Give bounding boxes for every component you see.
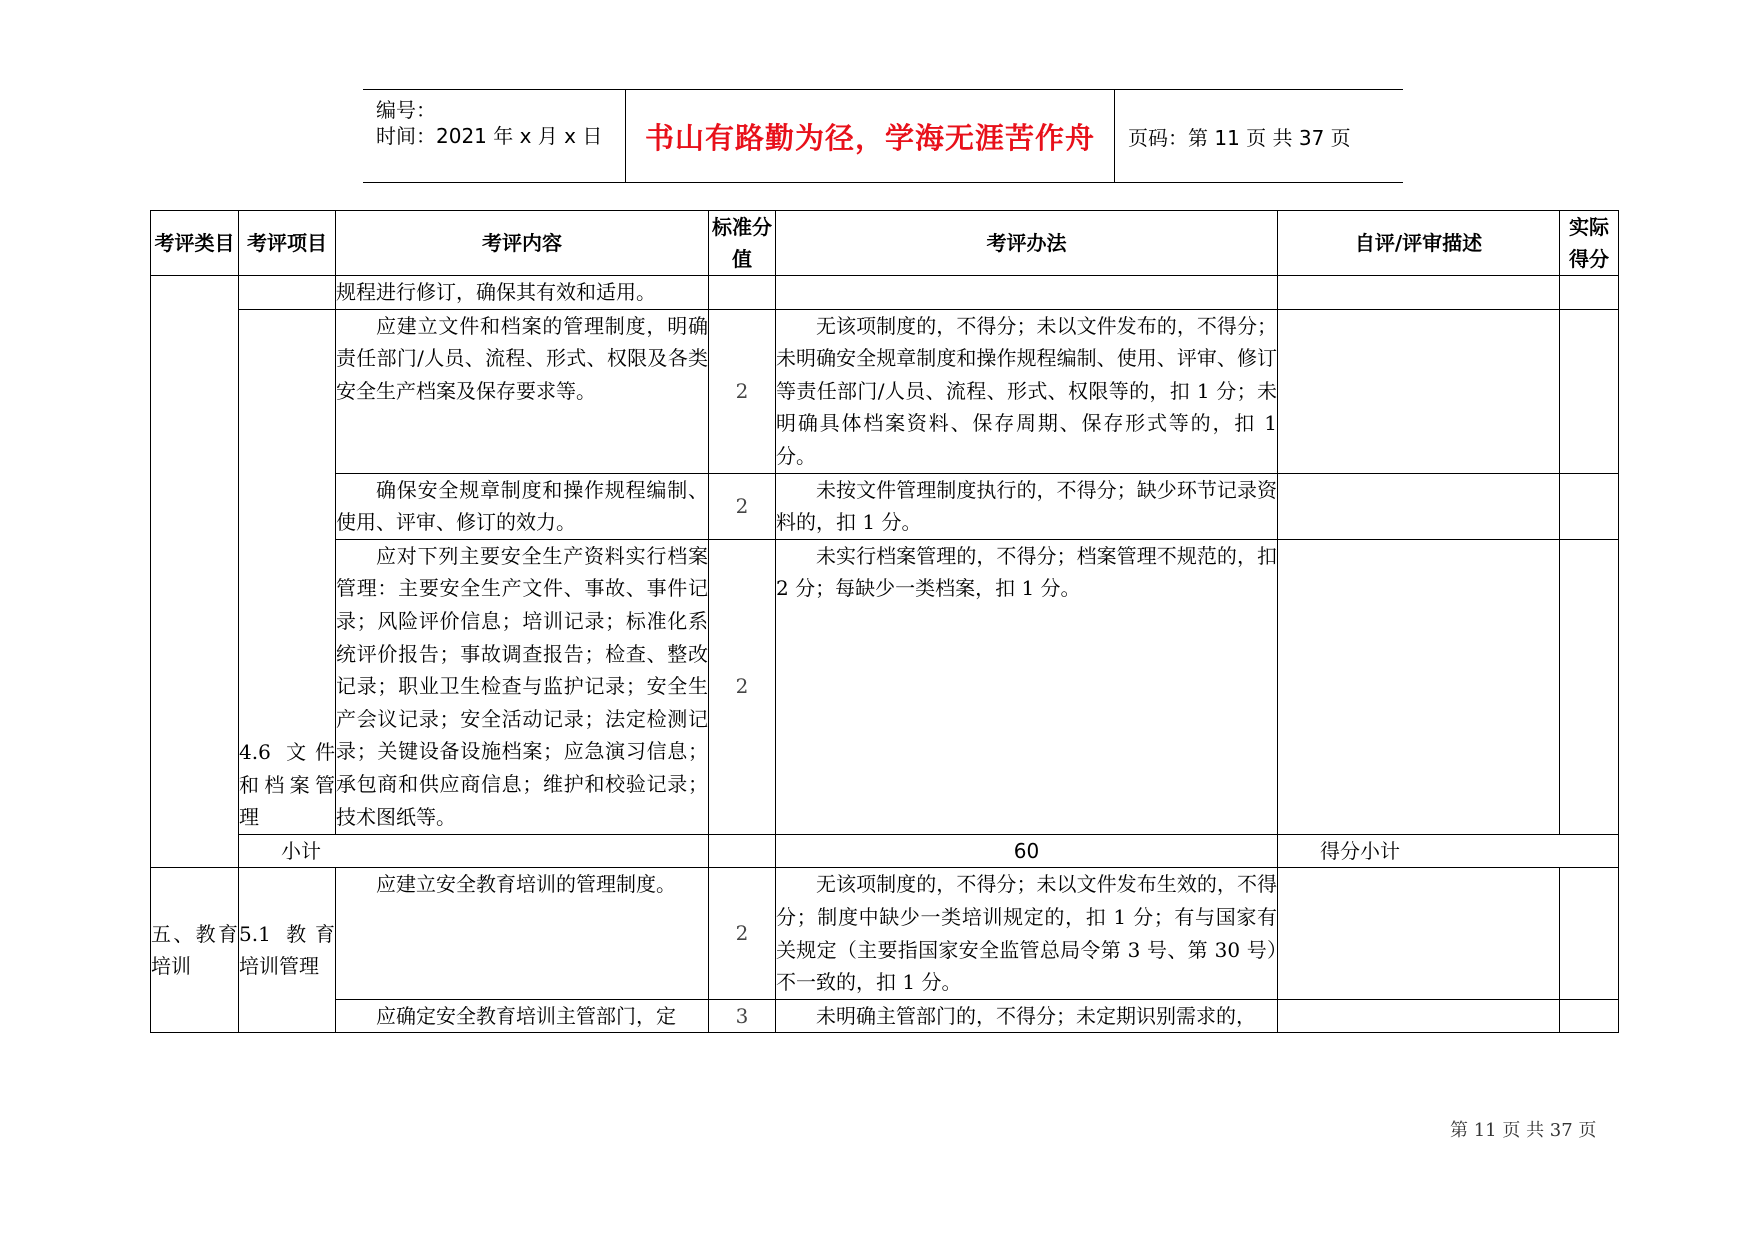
page-header [363,89,1403,183]
header-page-cell [1115,90,1403,182]
document-time: 时间：2021 年 x 月 x 日 [376,124,603,148]
header-info-cell [363,90,626,182]
score-cell: 2 [709,868,776,999]
subtotal-content-empty [709,834,776,868]
document-number: 编号： [376,98,436,122]
self-eval-cell[interactable] [1278,473,1560,539]
header-motto-cell [626,90,1115,182]
self-eval-cell[interactable] [1278,999,1560,1033]
content-cell: 应对下列主要安全生产资料实行档案管理：主要安全生产文件、事故、事件记录；风险评价信息；培训记录；标准化系统评价报告；事故调查报告；检查、整改记录；职业卫生检查与监护记录；安全生产会议记录；安全活动记录；法定检测记录；关键设备设施档案；应急演习信息；承包商和供应商信息；维护和校验记录；技术图纸等。 [336,539,709,834]
subtotal-label: 小计 [239,834,709,868]
self-eval-cell[interactable] [1278,309,1560,473]
subtotal-method: 得分小计 [1278,834,1619,868]
item-cell: 5.1 教育培训管理 [239,868,336,1033]
content-cell: 应建立安全教育培训的管理制度。 [336,868,709,999]
table-header-row [151,211,1619,276]
content-cell: 应确定安全教育培训主管部门，定 [336,999,709,1033]
page-footer: 第 11 页 共 37 页 [1450,1120,1597,1141]
table-row [151,539,1619,834]
col-header-actual: 实际得分 [1560,211,1619,276]
evaluation-table [150,210,1619,1033]
self-eval-cell[interactable] [1278,276,1560,310]
col-header-content: 考评内容 [336,211,709,276]
col-header-self-eval: 自评/评审描述 [1278,211,1560,276]
table-row [151,473,1619,539]
score-cell: 2 [709,473,776,539]
subtotal-score: 60 [776,834,1278,868]
actual-score-cell[interactable] [1560,473,1619,539]
col-header-item: 考评项目 [239,211,336,276]
table-row [151,276,1619,310]
col-header-score: 标准分值 [709,211,776,276]
page-number: 页码：第 11 页 共 37 页 [1128,125,1351,150]
method-cell: 未实行档案管理的，不得分；档案管理不规范的，扣 2 分；每缺少一类档案，扣 1 分。 [776,539,1278,834]
method-cell [776,276,1278,310]
category-cell-empty [151,276,239,868]
motto: 书山有路勤为径，学海无涯苦作舟 [644,120,1095,155]
method-cell: 未按文件管理制度执行的，不得分；缺少环节记录资料的，扣 1 分。 [776,473,1278,539]
actual-score-cell[interactable] [1560,868,1619,999]
content-cell: 确保安全规章制度和操作规程编制、使用、评审、修订的效力。 [336,473,709,539]
actual-score-cell[interactable] [1560,999,1619,1033]
col-header-category: 考评类目 [151,211,239,276]
actual-score-cell[interactable] [1560,309,1619,473]
actual-score-cell[interactable] [1560,276,1619,310]
content-cell: 规程进行修订，确保其有效和适用。 [336,276,709,310]
actual-score-cell[interactable] [1560,539,1619,834]
col-header-method: 考评办法 [776,211,1278,276]
table-row [151,999,1619,1033]
content-cell: 应建立文件和档案的管理制度，明确责任部门/人员、流程、形式、权限及各类安全生产档案及保存要求等。 [336,309,709,473]
score-cell: 2 [709,539,776,834]
self-eval-cell[interactable] [1278,539,1560,834]
category-cell: 五、教育培训 [151,868,239,1033]
score-cell: 3 [709,999,776,1033]
table-row [151,309,1619,473]
method-cell: 无该项制度的，不得分；未以文件发布的，不得分；未明确安全规章制度和操作规程编制、使用、评审、修订等责任部门/人员、流程、形式、权限等的，扣 1 分；未明确具体档案资料、保存周期、保存形式等的，扣 1 分。 [776,309,1278,473]
method-cell: 无该项制度的，不得分；未以文件发布生效的，不得分；制度中缺少一类培训规定的，扣 1 分；有与国家有关规定（主要指国家安全监管总局令第 3 号、第 30 号）不一致的，扣 1 分。 [776,868,1278,999]
subtotal-row [151,834,1619,868]
score-cell: 2 [709,309,776,473]
item-cell-empty [239,276,336,310]
item-cell: 4.6 文件和档案管理 [239,309,336,834]
self-eval-cell[interactable] [1278,868,1560,999]
score-cell [709,276,776,310]
table-row [151,868,1619,999]
method-cell: 未明确主管部门的，不得分；未定期识别需求的， [776,999,1278,1033]
